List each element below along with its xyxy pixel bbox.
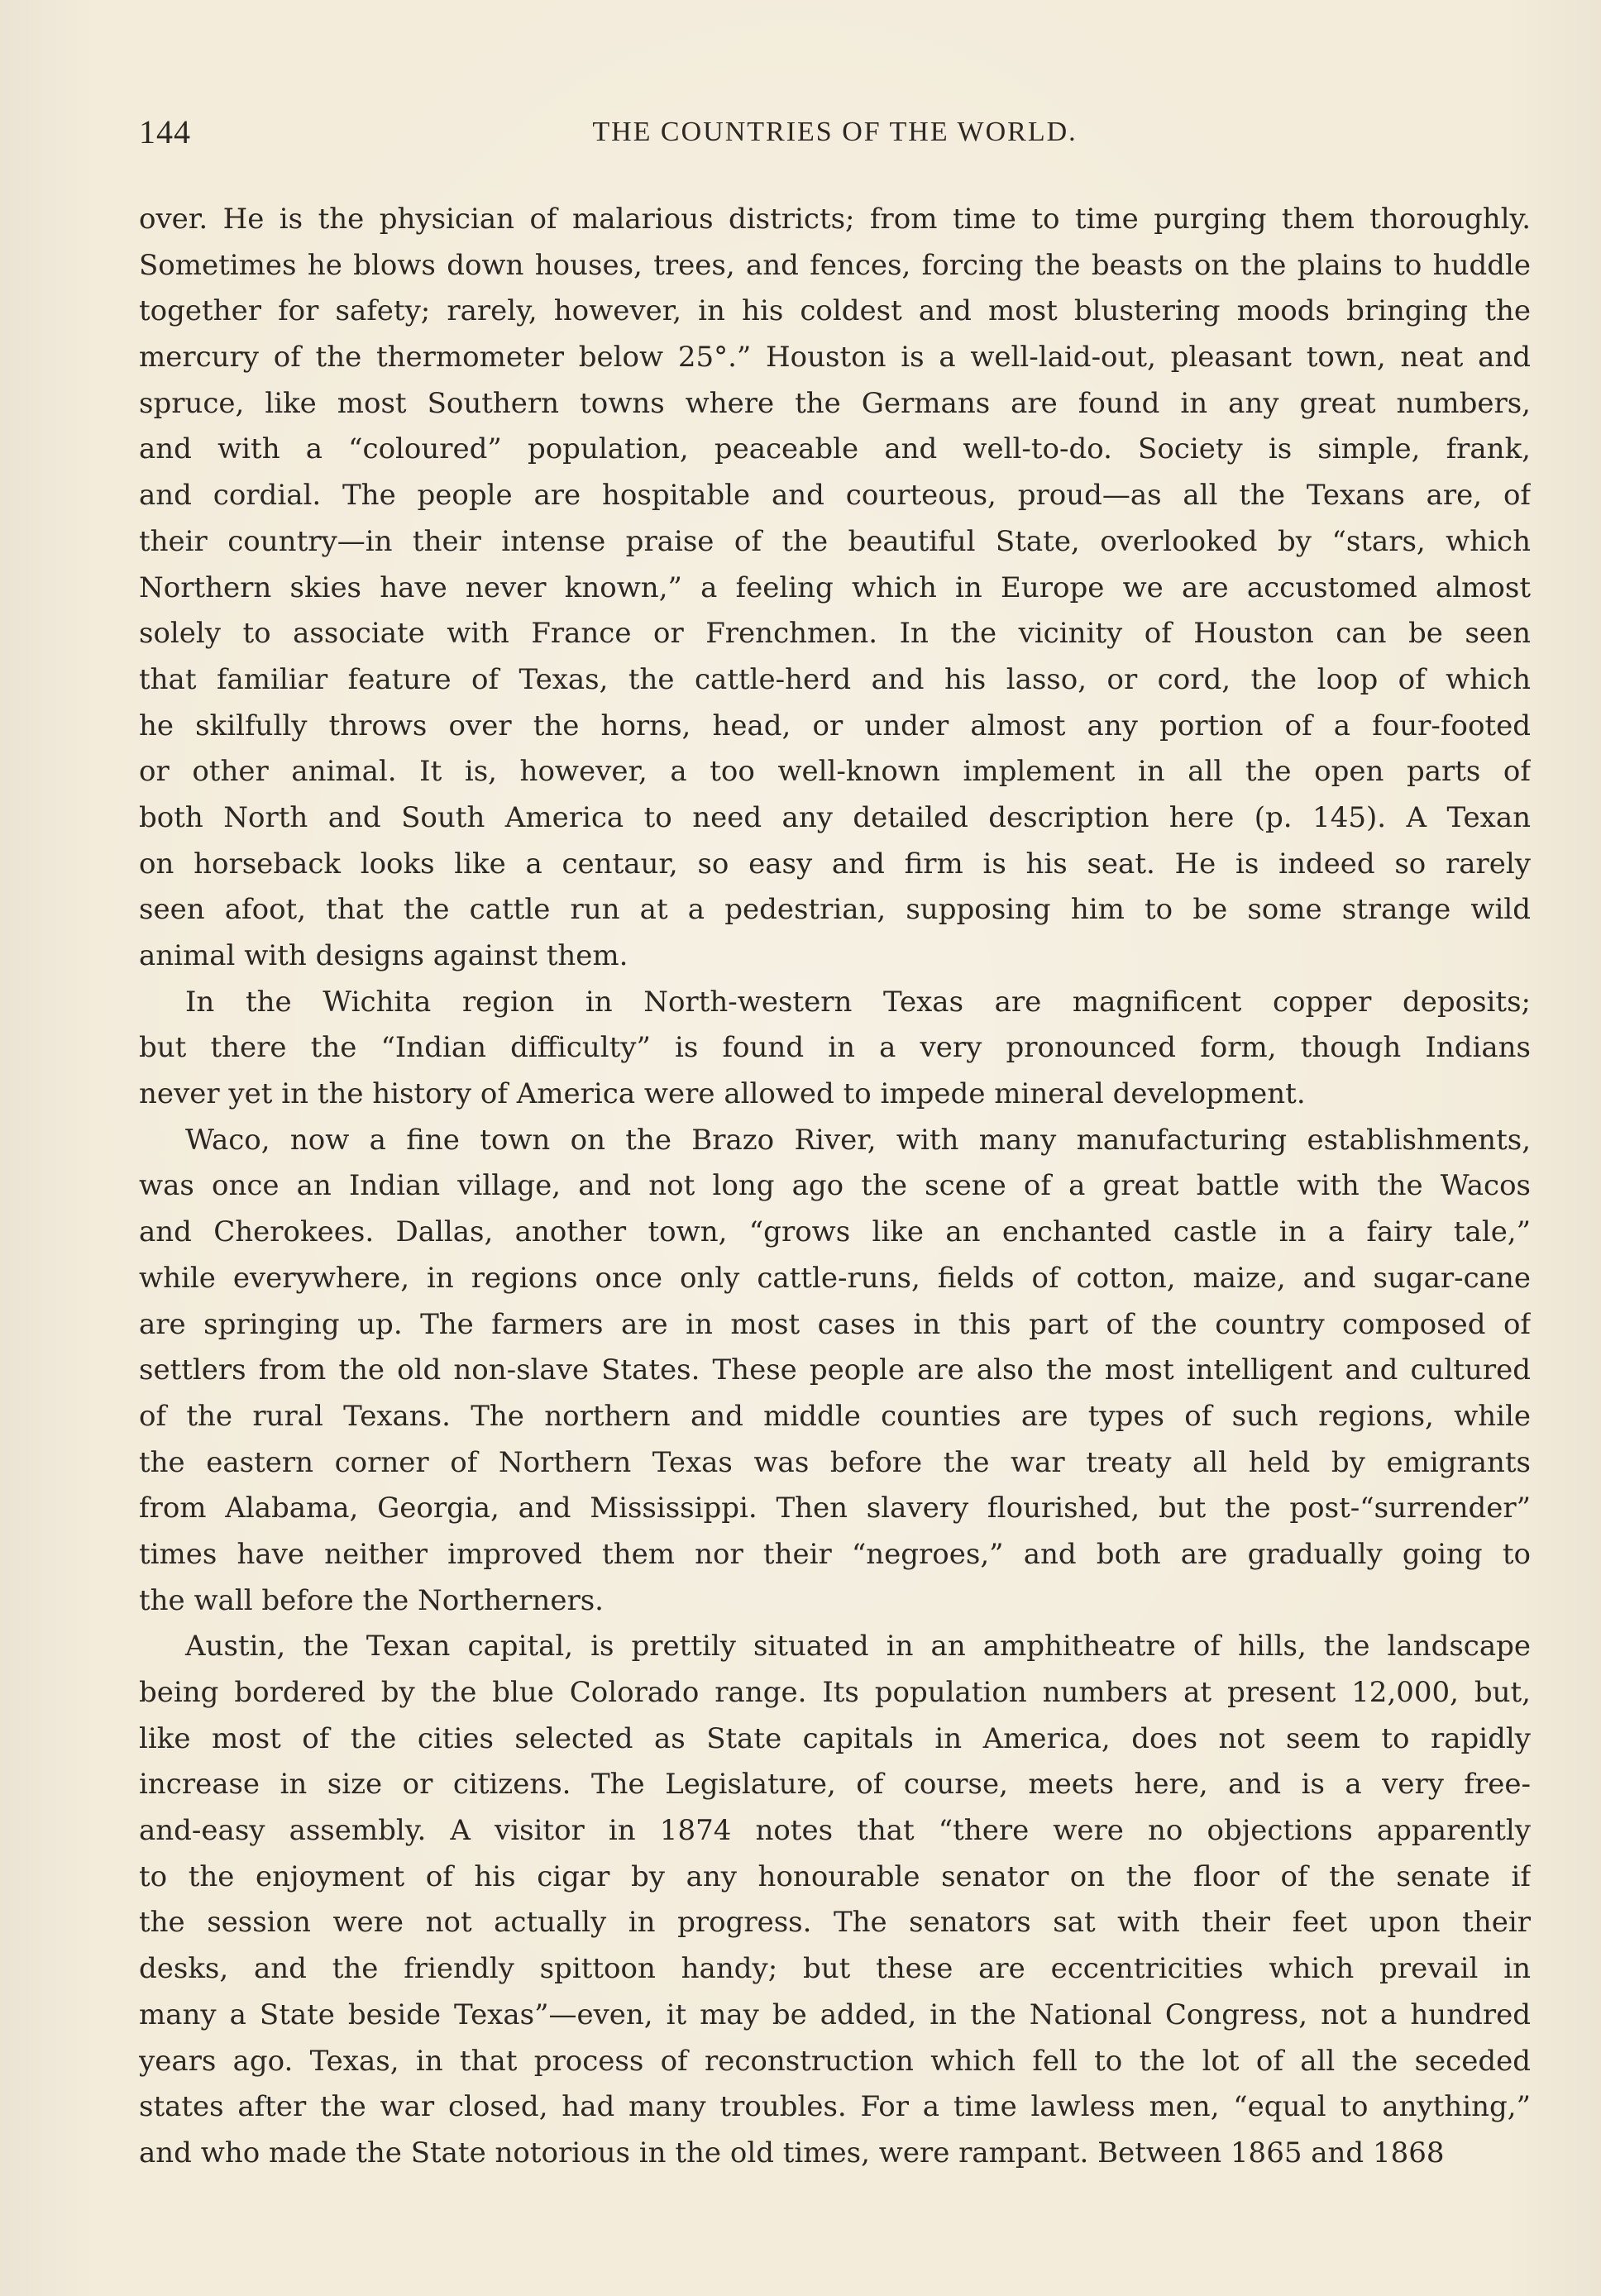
- text-line-content: and-easy assembly. A visitor in 1874 notes that “there were no objections apparently: [139, 1814, 1531, 1848]
- text-line: [139, 243, 1531, 289]
- text-line: [139, 657, 1531, 704]
- text-line-content: being bordered by the blue Colorado range. Its population numbers at present 12,000, but,: [139, 1676, 1531, 1709]
- text-line: [139, 1716, 1531, 1763]
- running-title: THE COUNTRIES OF THE WORLD.: [592, 117, 1078, 147]
- text-line: [139, 795, 1531, 842]
- text-line: [139, 1394, 1531, 1440]
- text-line: [139, 1670, 1531, 1716]
- text-line: [139, 1440, 1531, 1487]
- text-line-content: Northern skies have never known,” a feeling which in Europe we are accustomed almost: [139, 570, 1531, 604]
- text-line-content: increase in size or citizens. The Legislature, of course, meets here, and is a very free-: [139, 1768, 1531, 1802]
- text-line-content: years ago. Texas, in that process of reconstruction which fell to the lot of all the seceded: [139, 2044, 1531, 2078]
- text-line-content: from Alabama, Georgia, and Mississippi. Then slavery flourished, but the post-“surrender”: [139, 1492, 1531, 1525]
- text-line-content: and who made the State notorious in the old times, were rampant. Between 1865 and 1868: [139, 2136, 1445, 2170]
- text-line-content: was once an Indian village, and not long ago the scene of a great battle with the Wacos: [139, 1169, 1531, 1203]
- text-line: [139, 749, 1531, 795]
- text-line-content: both North and South America to need any detailed description here (p. 145). A Texan: [139, 800, 1531, 834]
- text-line-content: solely to associate with France or Frenchmen. In the vicinity of Houston can be seen: [139, 617, 1531, 651]
- text-line: [139, 1532, 1531, 1578]
- text-line-content: the eastern corner of Northern Texas was before the war treaty all held by emigrants: [139, 1445, 1531, 1479]
- text-line: [139, 1486, 1531, 1532]
- text-line-content: mercury of the thermometer below 25°.” Houston is a well-laid-out, pleasant town, neat and: [139, 341, 1531, 375]
- text-line: [139, 1900, 1531, 1946]
- text-line: [139, 887, 1531, 933]
- text-line-content: the session were not actually in progress. The senators sat with their feet upon their: [139, 1906, 1531, 1940]
- text-line-content: seen afoot, that the cattle run at a pedestrian, supposing him to be some strange wild: [139, 893, 1531, 927]
- text-line-content: he skilfully throws over the horns, head, or under almost any portion of a four-footed: [139, 709, 1531, 742]
- text-line-content: states after the war closed, had many troubles. For a time lawless men, “equal to anything,”: [139, 2090, 1531, 2124]
- text-line-content: while everywhere, in regions once only cattle-runs, fields of cotton, maize, and sugar-cane: [139, 1261, 1531, 1295]
- text-line-content: or other animal. It is, however, a too well-known implement in all the open parts of: [139, 755, 1531, 789]
- text-line: [139, 473, 1531, 519]
- text-line-content: that familiar feature of Texas, the cattle-herd and his lasso, or cord, the loop of which: [139, 662, 1531, 696]
- text-line: [139, 1118, 1531, 1164]
- text-line: [139, 980, 1531, 1026]
- text-line-content: In the Wichita region in North-western Texas are magnificent copper deposits;: [185, 985, 1531, 1019]
- text-line-content: but there the “Indian difficulty” is found in a very pronounced form, though Indians: [139, 1031, 1531, 1065]
- text-line-content: and cordial. The people are hospitable and courteous, proud—as all the Texans are, of: [139, 479, 1531, 513]
- text-line-content: like most of the cities selected as State capitals in America, does not seem to rapidly: [139, 1721, 1531, 1755]
- text-line: [139, 197, 1531, 243]
- text-line: [139, 1302, 1531, 1348]
- text-line: [139, 1993, 1531, 2039]
- text-line: [139, 1210, 1531, 1256]
- text-line-content: animal with designs against them.: [139, 939, 628, 972]
- text-line: [139, 842, 1531, 888]
- text-line: [139, 1946, 1531, 1993]
- text-line-content: to the enjoyment of his cigar by any honourable senator on the floor of the senate if: [139, 1859, 1531, 1893]
- paragraph: [139, 197, 1531, 980]
- text-line-content: and with a “coloured” population, peaceable and well-to-do. Society is simple, frank,: [139, 432, 1531, 466]
- text-line: [139, 1578, 1531, 1625]
- paragraph: [139, 1624, 1531, 2176]
- text-line: [139, 1854, 1531, 1901]
- body-text: [139, 197, 1531, 2206]
- text-line-content: desks, and the friendly spittoon handy; but these are eccentricities which prevail in: [139, 1952, 1531, 1986]
- text-line: [139, 1256, 1531, 1302]
- text-line-content: never yet in the history of America were allowed to impede mineral development.: [139, 1077, 1306, 1111]
- text-line: [139, 2131, 1531, 2177]
- text-line: [139, 289, 1531, 335]
- text-line-content: the wall before the Northerners.: [139, 1583, 604, 1617]
- text-line-content: many a State beside Texas”—even, it may be added, in the National Congress, not a hundred: [139, 1998, 1531, 2031]
- text-line-content: over. He is the physician of malarious districts; from time to time purging them thoroughly.: [139, 203, 1531, 236]
- text-line: [139, 1025, 1531, 1072]
- text-line-content: Austin, the Texan capital, is prettily situated in an amphitheatre of hills, the landscape: [185, 1630, 1531, 1664]
- text-line-content: their country—in their intense praise of the beautiful State, overlooked by “stars, which: [139, 524, 1531, 558]
- text-line: [139, 611, 1531, 657]
- paragraph: [139, 1118, 1531, 1625]
- text-line: [139, 1163, 1531, 1210]
- text-line-content: times have neither improved them nor their “negroes,” and both are gradually going to: [139, 1537, 1531, 1571]
- text-line: [139, 704, 1531, 750]
- text-line-content: spruce, like most Southern towns where the Germans are found in any great numbers,: [139, 386, 1531, 420]
- page-header: [139, 112, 1531, 153]
- text-line: [139, 933, 1531, 980]
- text-line: [139, 1808, 1531, 1854]
- text-line-content: settlers from the old non-slave States. These people are also the most intelligent and cultured: [139, 1353, 1531, 1387]
- text-line: [139, 566, 1531, 612]
- text-line-content: of the rural Texans. The northern and middle counties are types of such regions, while: [139, 1399, 1531, 1433]
- text-line: [139, 1348, 1531, 1394]
- text-line-content: Waco, now a fine town on the Brazo River, with many manufacturing establishments,: [185, 1123, 1531, 1157]
- text-line: [139, 1072, 1531, 1118]
- text-line-content: on horseback looks like a centaur, so easy and firm is his seat. He is indeed so rarely: [139, 847, 1531, 881]
- text-line: [139, 427, 1531, 473]
- text-line: [139, 519, 1531, 566]
- text-line: [139, 2039, 1531, 2085]
- text-line: [139, 335, 1531, 381]
- text-line: [139, 2084, 1531, 2131]
- text-line-content: and Cherokees. Dallas, another town, “grows like an enchanted castle in a fairy tale,”: [139, 1215, 1531, 1249]
- text-line-content: together for safety; rarely, however, in his coldest and most blustering moods bringing the: [139, 294, 1531, 328]
- text-line-content: Sometimes he blows down houses, trees, and fences, forcing the beasts on the plains to huddle: [139, 248, 1531, 282]
- text-line-content: are springing up. The farmers are in most cases in this part of the country composed of: [139, 1307, 1531, 1341]
- text-line: [139, 381, 1531, 427]
- paragraph: [139, 980, 1531, 1118]
- text-line: [139, 1762, 1531, 1808]
- page-number: 144: [139, 113, 191, 150]
- text-line: [139, 1624, 1531, 1670]
